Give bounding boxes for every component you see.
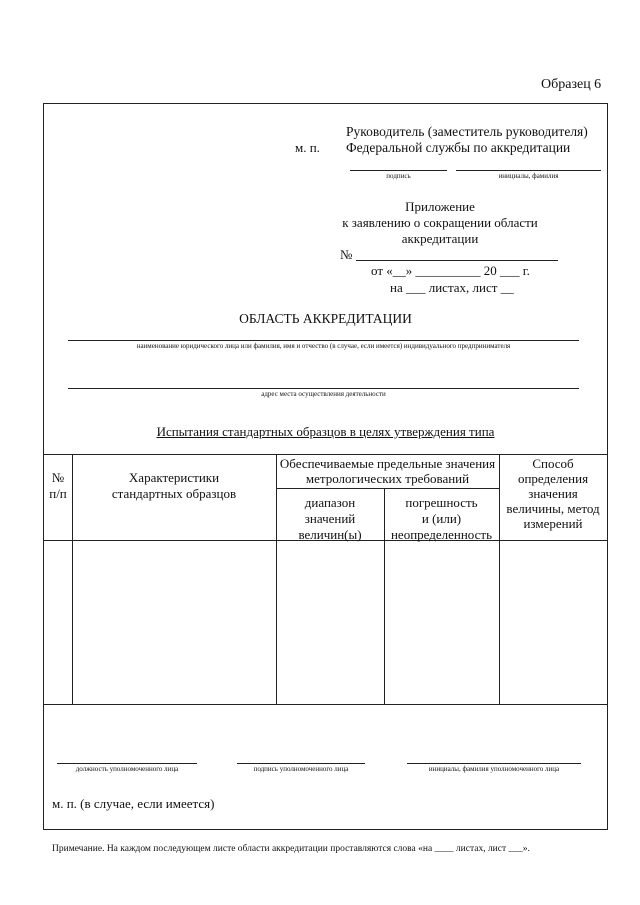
sheets-label: на ___ листах, лист __ xyxy=(390,280,514,295)
stamp-note: м. п. (в случае, если имеется) xyxy=(52,796,215,811)
col-method-3: значения xyxy=(528,486,578,501)
head-line-1: Руководитель (заместитель руководителя) xyxy=(346,124,588,139)
section-title: Испытания стандартных образцов в целях утверждения типа xyxy=(156,424,495,439)
col-method-1: Способ xyxy=(532,456,574,471)
col-req-1: Обеспечиваемые предельные значения xyxy=(279,456,496,471)
appendix-line-1: Приложение xyxy=(405,199,475,214)
col-divider-2 xyxy=(276,454,277,704)
signature-line xyxy=(350,170,447,171)
date-label: от «__» __________ 20 ___ г. xyxy=(371,263,530,278)
appendix-line-2: к заявлению о сокращении области xyxy=(342,215,538,230)
number-line xyxy=(356,260,558,261)
signature-caption: подпись xyxy=(386,172,411,180)
head-line-2: Федеральной службы по аккредитации xyxy=(346,140,571,155)
number-label: № xyxy=(340,247,353,262)
appendix-line-3: аккредитации xyxy=(401,231,479,246)
col-method-5: измерений xyxy=(523,516,583,531)
col-range-1: диапазон xyxy=(304,495,356,510)
authorized-signature-caption: подпись уполномоченного лица xyxy=(253,765,349,773)
col-err-1: погрешность xyxy=(405,495,478,510)
legal-entity-caption: наименование юридического лица или фамилия, имя и отчество (в случае, если имеется) индивидуального предпринимателя xyxy=(136,342,511,350)
name-line xyxy=(456,170,601,171)
col-err-3: неопределенность xyxy=(390,527,493,542)
address-line xyxy=(68,388,579,389)
table-top-border xyxy=(44,454,607,455)
col-range-3: величин(ы) xyxy=(298,527,362,542)
address-caption: адрес места осуществления деятельности xyxy=(261,390,386,398)
col-char-2: стандартных образцов xyxy=(111,486,237,501)
col-num-2: п/п xyxy=(49,486,67,501)
name-caption: инициалы, фамилия xyxy=(498,172,559,180)
page-title: ОБЛАСТЬ АККРЕДИТАЦИИ xyxy=(239,311,412,326)
col-method-2: определения xyxy=(517,471,589,486)
position-caption: должность уполномоченного лица xyxy=(75,765,179,773)
col-method-4: величины, метод xyxy=(506,501,600,516)
col-err-2: и (или) xyxy=(421,511,462,526)
col-req-2: метрологических требований xyxy=(305,471,470,486)
position-line xyxy=(57,763,197,764)
authorized-name-caption: инициалы, фамилия уполномоченного лица xyxy=(428,765,560,773)
col-range-2: значений xyxy=(304,511,356,526)
authorized-name-line xyxy=(407,763,581,764)
subheader-line xyxy=(276,488,499,489)
page-note: Примечание. На каждом последующем листе области аккредитации проставляются слова «на ____ листах, лист ___». xyxy=(52,844,530,854)
legal-entity-line xyxy=(68,340,579,341)
authorized-signature-line xyxy=(237,763,365,764)
col-num-1: № xyxy=(51,470,65,485)
mp-mark: м. п. xyxy=(295,140,320,155)
sample-label: Образец 6 xyxy=(541,77,602,92)
col-char-1: Характеристики xyxy=(128,470,220,485)
table-bottom-border xyxy=(44,704,607,705)
